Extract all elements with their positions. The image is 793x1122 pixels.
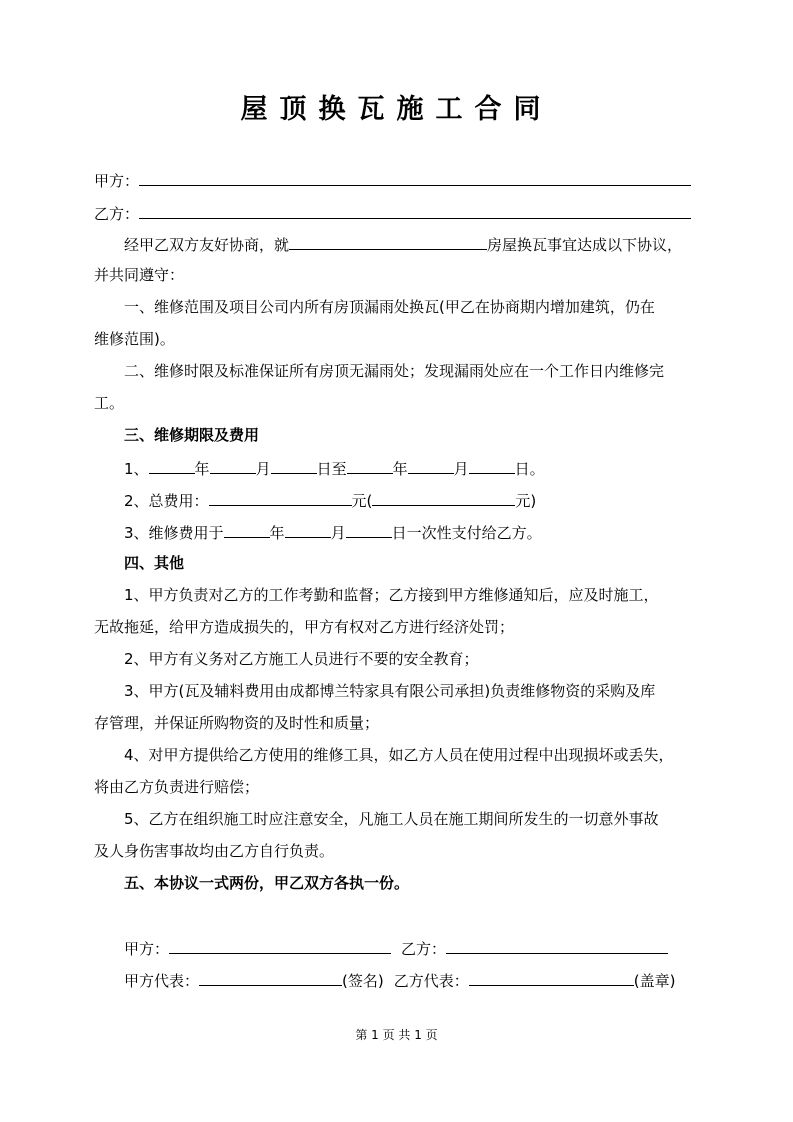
signature-reps-line [124, 968, 699, 992]
section-4-item-2: 2、甲方有义务对乙方施工人员进行不要的安全教育； [124, 650, 479, 668]
sign-note: (签名) [342, 972, 384, 990]
year-label: 年 [194, 460, 210, 478]
end-day-blank[interactable] [469, 456, 515, 474]
section-4-item-4-line-1: 4、对甲方提供给乙方使用的维修工具，如乙方人员在使用过程中出现损坏或丢失， [124, 746, 674, 764]
pay-month-blank[interactable] [285, 520, 331, 538]
party-a-blank[interactable] [139, 168, 691, 186]
pay-year-blank[interactable] [224, 520, 270, 538]
section-4-heading: 四、其他 [124, 554, 185, 572]
rep-a-blank[interactable] [199, 968, 342, 986]
section-4-item-1-line-1: 1、甲方负责对乙方的工作考勤和监督；乙方接到甲方维修通知后，应及时施工， [124, 586, 659, 604]
day-to-label: 日至 [316, 460, 347, 478]
page-footer: 第 1 页 共 1 页 [355, 1028, 438, 1042]
section-4-item-4-line-2: 将由乙方负责进行赔偿； [94, 778, 260, 796]
signature-party-b-label: 乙方： [401, 940, 447, 958]
pay-year-label: 年 [269, 524, 285, 542]
clause-1-line-2: 维修范围)。 [94, 330, 175, 348]
intro-text-2: 房屋换瓦事宜达成以下协议， [487, 236, 683, 254]
section-5-heading: 五、本协议一式两份，甲乙双方各执一份。 [124, 874, 410, 892]
signature-parties-line [124, 936, 699, 960]
total-cost-words-blank[interactable] [372, 488, 515, 506]
item-prefix: 1、 [124, 460, 149, 478]
party-b-line [94, 201, 699, 225]
end-year-blank[interactable] [347, 456, 393, 474]
clause-1-line-1: 一、维修范围及项目公司内所有房顶漏雨处换瓦(甲乙在协商期内增加建筑，仍在 [124, 298, 655, 316]
rep-b-blank[interactable] [469, 968, 634, 986]
party-b-blank[interactable] [139, 201, 691, 219]
day-end-label: 日。 [514, 460, 545, 478]
project-blank[interactable] [289, 232, 487, 250]
intro-text-1: 经甲乙双方友好协商，就 [124, 236, 290, 254]
rep-b-label: 乙方代表： [393, 972, 469, 990]
signature-party-a-blank[interactable] [169, 936, 391, 954]
section-3-item-1 [124, 456, 699, 480]
yuan-label-end: 元) [515, 492, 537, 510]
section-3-heading: 三、维修期限及费用 [124, 426, 260, 444]
month-label: 月 [255, 460, 271, 478]
section-4-item-3-line-1: 3、甲方(瓦及辅料费用由成都博兰特家具有限公司承担)负责维修物资的采购及库 [124, 682, 656, 700]
section-4-item-3-line-2: 存管理，并保证所购物资的及时性和质量； [94, 714, 380, 732]
start-month-blank[interactable] [210, 456, 256, 474]
signature-party-a-label: 甲方： [124, 940, 170, 958]
total-cost-label: 2、总费用： [124, 492, 209, 510]
signature-party-b-blank[interactable] [446, 936, 668, 954]
rep-a-label: 甲方代表： [124, 972, 200, 990]
yuan-label: 元( [351, 492, 373, 510]
section-4-item-5-line-2: 及人身伤害事故均由乙方自行负责。 [94, 842, 335, 860]
section-3-item-3 [124, 520, 699, 544]
intro-line-1 [124, 232, 699, 256]
clause-2-line-1: 二、维修时限及标准保证所有房顶无漏雨处；发现漏雨处应在一个工作日内维修完 [124, 362, 665, 380]
year-label-2: 年 [392, 460, 408, 478]
clause-2-line-2: 工。 [94, 394, 125, 412]
payment-label: 3、维修费用于 [124, 524, 224, 542]
month-label-2: 月 [453, 460, 469, 478]
seal-note: (盖章) [633, 972, 676, 990]
start-year-blank[interactable] [149, 456, 195, 474]
section-3-item-2 [124, 488, 699, 512]
party-a-label: 甲方： [94, 172, 140, 190]
section-4-item-5-line-1: 5、乙方在组织施工时应注意安全，凡施工人员在施工期间所发生的一切意外事故 [124, 810, 659, 828]
intro-line-2: 并共同遵守： [94, 266, 185, 284]
start-day-blank[interactable] [271, 456, 317, 474]
pay-month-label: 月 [330, 524, 346, 542]
pay-day-blank[interactable] [346, 520, 392, 538]
document-title: 屋顶换瓦施工合同 [240, 94, 553, 125]
party-b-label: 乙方： [94, 205, 140, 223]
section-4-item-1-line-2: 无故拖延，给甲方造成损失的，甲方有权对乙方进行经济处罚； [94, 618, 515, 636]
end-month-blank[interactable] [408, 456, 454, 474]
party-a-line [94, 168, 699, 192]
pay-suffix: 日一次性支付给乙方。 [391, 524, 542, 542]
total-cost-blank[interactable] [209, 488, 352, 506]
